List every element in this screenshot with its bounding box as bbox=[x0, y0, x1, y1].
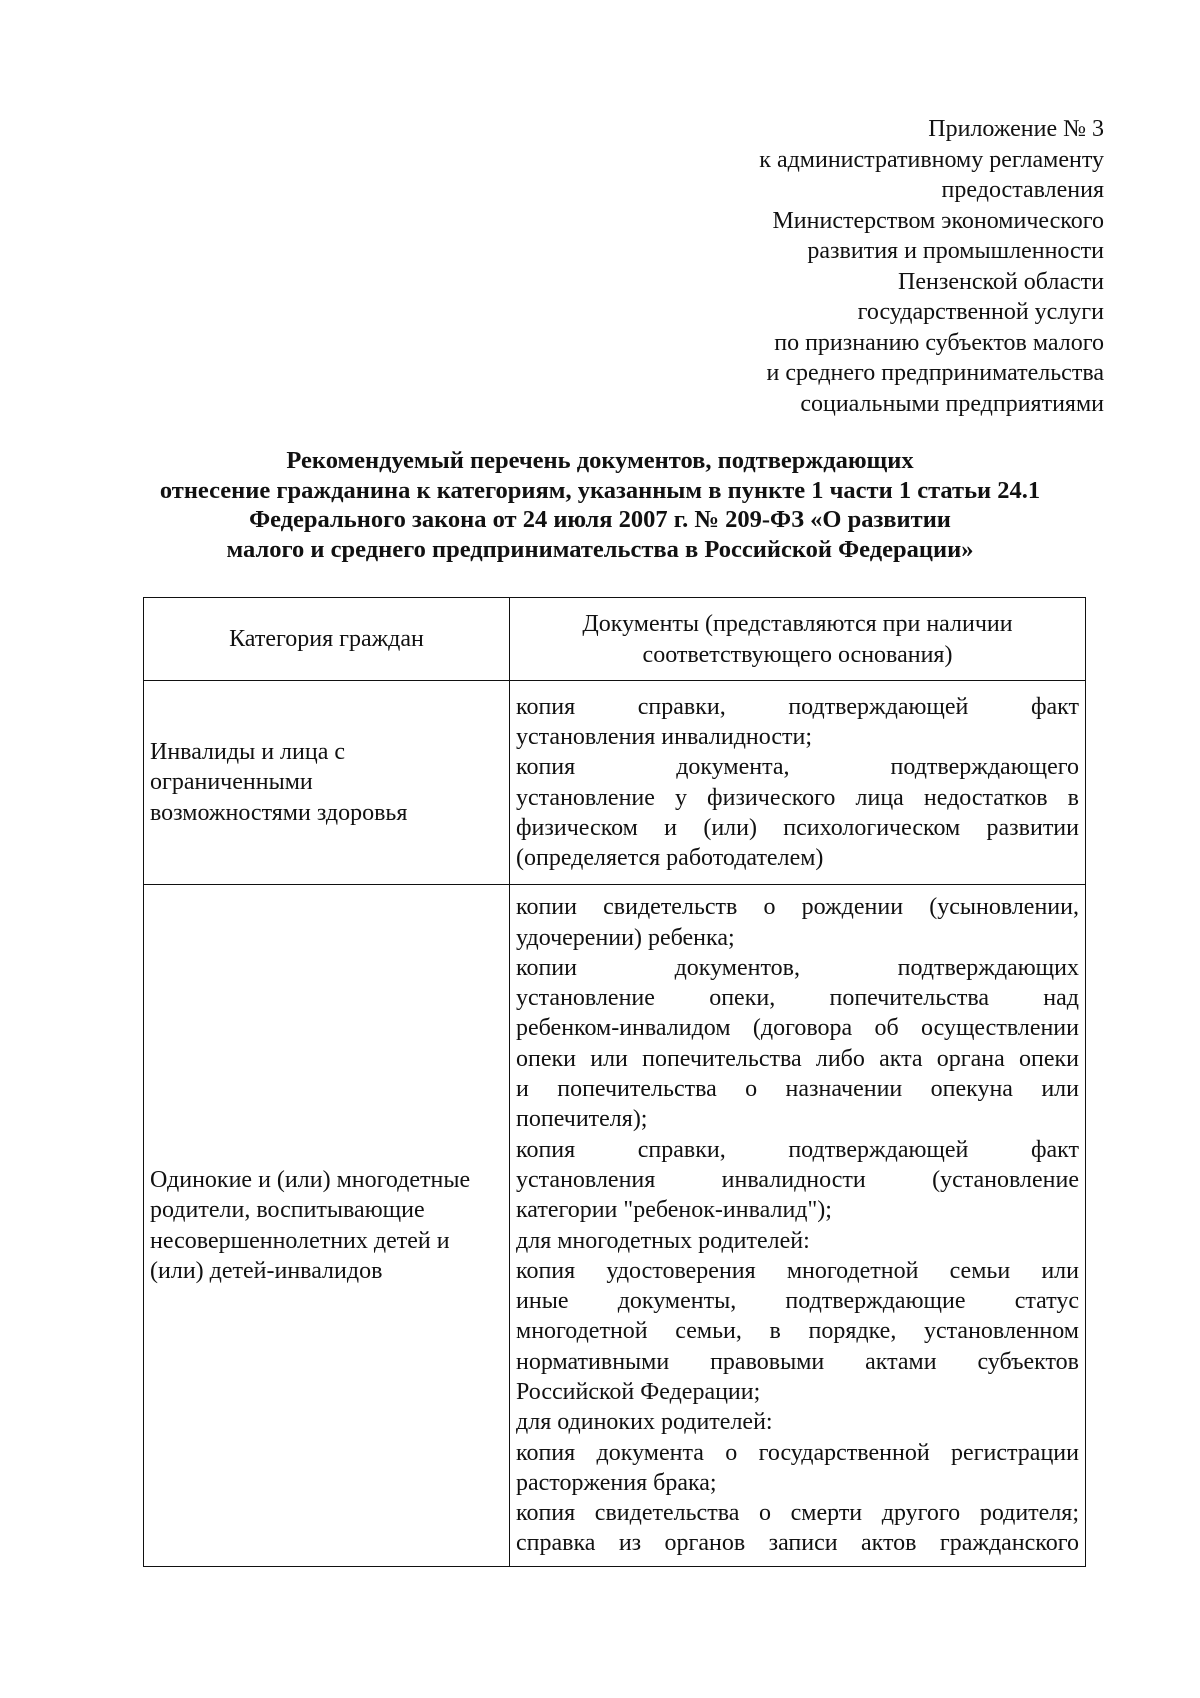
documents-line: для одиноких родителей: bbox=[516, 1409, 773, 1436]
appendix-line: Министерством экономического bbox=[772, 207, 1104, 234]
appendix-reference-block bbox=[759, 114, 1104, 419]
documents-line: попечителя); bbox=[516, 1106, 648, 1133]
documents-line: опеки или попечительства либо акта органа опеки bbox=[516, 1045, 1079, 1072]
category-line: несовершеннолетних детей и bbox=[150, 1227, 450, 1254]
title-line: Рекомендуемый перечень документов, подтверждающих bbox=[286, 447, 914, 474]
header-documents-line: соответствующего основания) bbox=[642, 641, 953, 668]
documents-line: иные документы, подтверждающие статус bbox=[516, 1288, 1079, 1315]
title-line: малого и среднего предпринимательства в Российской Федерации» bbox=[226, 535, 974, 563]
documents-line: для многодетных родителей: bbox=[516, 1227, 810, 1254]
category-line: Одинокие и (или) многодетные bbox=[150, 1166, 471, 1193]
header-documents-line: Документы (представляются при наличии bbox=[582, 611, 1013, 638]
appendix-line: Пензенской области bbox=[898, 268, 1104, 295]
documents-line: расторжения брака; bbox=[516, 1469, 717, 1496]
documents-line: установления инвалидности; bbox=[516, 723, 812, 750]
documents-line: справка из органов записи актов гражданского bbox=[516, 1530, 1079, 1557]
documents-line: копия свидетельства о смерти другого родителя; bbox=[516, 1500, 1079, 1527]
table-row bbox=[144, 885, 1086, 1567]
category-line: родители, воспитывающие bbox=[150, 1197, 425, 1224]
appendix-line: по признанию субъектов малого bbox=[774, 329, 1104, 356]
header-category bbox=[144, 598, 510, 681]
category-line: ограниченными bbox=[150, 769, 313, 796]
appendix-line: государственной услуги bbox=[857, 299, 1104, 325]
documents-line: и попечительства о назначении опекуна или bbox=[516, 1076, 1079, 1103]
category-cell bbox=[144, 885, 510, 1567]
category-line: (или) детей-инвалидов bbox=[150, 1257, 383, 1284]
documents-line: копия справки, подтверждающей факт bbox=[516, 1136, 1079, 1163]
documents-line: категории "ребенок-инвалид"); bbox=[516, 1197, 832, 1224]
documents-line: копия документа, подтверждающего bbox=[516, 754, 1079, 781]
document-title bbox=[0, 446, 1200, 564]
appendix-line: к административному регламенту bbox=[759, 146, 1104, 173]
title-line: отнесение гражданина к категориям, указанным в пункте 1 части 1 статьи 24.1 bbox=[159, 476, 1041, 504]
category-line: Инвалиды и лица с bbox=[150, 739, 346, 766]
documents-line: копия справки, подтверждающей факт bbox=[516, 693, 1079, 720]
documents-cell bbox=[510, 885, 1086, 1567]
category-cell bbox=[144, 681, 510, 885]
documents-line: копия удостоверения многодетной семьи или bbox=[516, 1257, 1079, 1284]
appendix-line: социальными предприятиями bbox=[800, 390, 1104, 417]
documents-line: ребенком-инвалидом (договора об осуществлении bbox=[516, 1015, 1079, 1042]
documents-line: установления инвалидности (установление bbox=[516, 1166, 1079, 1193]
documents-line: копии свидетельств о рождении (усыновлении, bbox=[516, 894, 1079, 921]
documents-line: удочерении) ребенка; bbox=[516, 924, 735, 951]
header-category-label: Категория граждан bbox=[229, 626, 424, 653]
table-header-row bbox=[144, 598, 1086, 681]
appendix-line: предоставления bbox=[941, 177, 1104, 203]
documents-table bbox=[143, 597, 1086, 1567]
documents-line: Российской Федерации; bbox=[516, 1378, 761, 1405]
documents-line: физическом и (или) психологическом развитии bbox=[516, 814, 1079, 841]
title-line: Федерального закона от 24 июля 2007 г. № 209-ФЗ «О развитии bbox=[249, 506, 951, 533]
documents-line: многодетной семьи, в порядке, установленном bbox=[516, 1318, 1079, 1345]
documents-line: копии документов, подтверждающих bbox=[516, 954, 1079, 981]
documents-line: нормативными правовыми актами субъектов bbox=[516, 1348, 1079, 1375]
header-documents bbox=[510, 598, 1086, 681]
appendix-line: и среднего предпринимательства bbox=[766, 360, 1104, 386]
appendix-line: Приложение № 3 bbox=[928, 116, 1104, 142]
appendix-line: развития и промышленности bbox=[807, 238, 1104, 264]
documents-line: копия документа о государственной регистрации bbox=[516, 1439, 1079, 1466]
category-line: возможностями здоровья bbox=[150, 799, 408, 826]
documents-cell bbox=[510, 681, 1086, 885]
documents-line: установление у физического лица недостатков в bbox=[516, 784, 1079, 811]
documents-line: установление опеки, попечительства над bbox=[516, 985, 1079, 1012]
documents-line: (определяется работодателем) bbox=[516, 845, 824, 872]
table-row bbox=[144, 681, 1086, 885]
